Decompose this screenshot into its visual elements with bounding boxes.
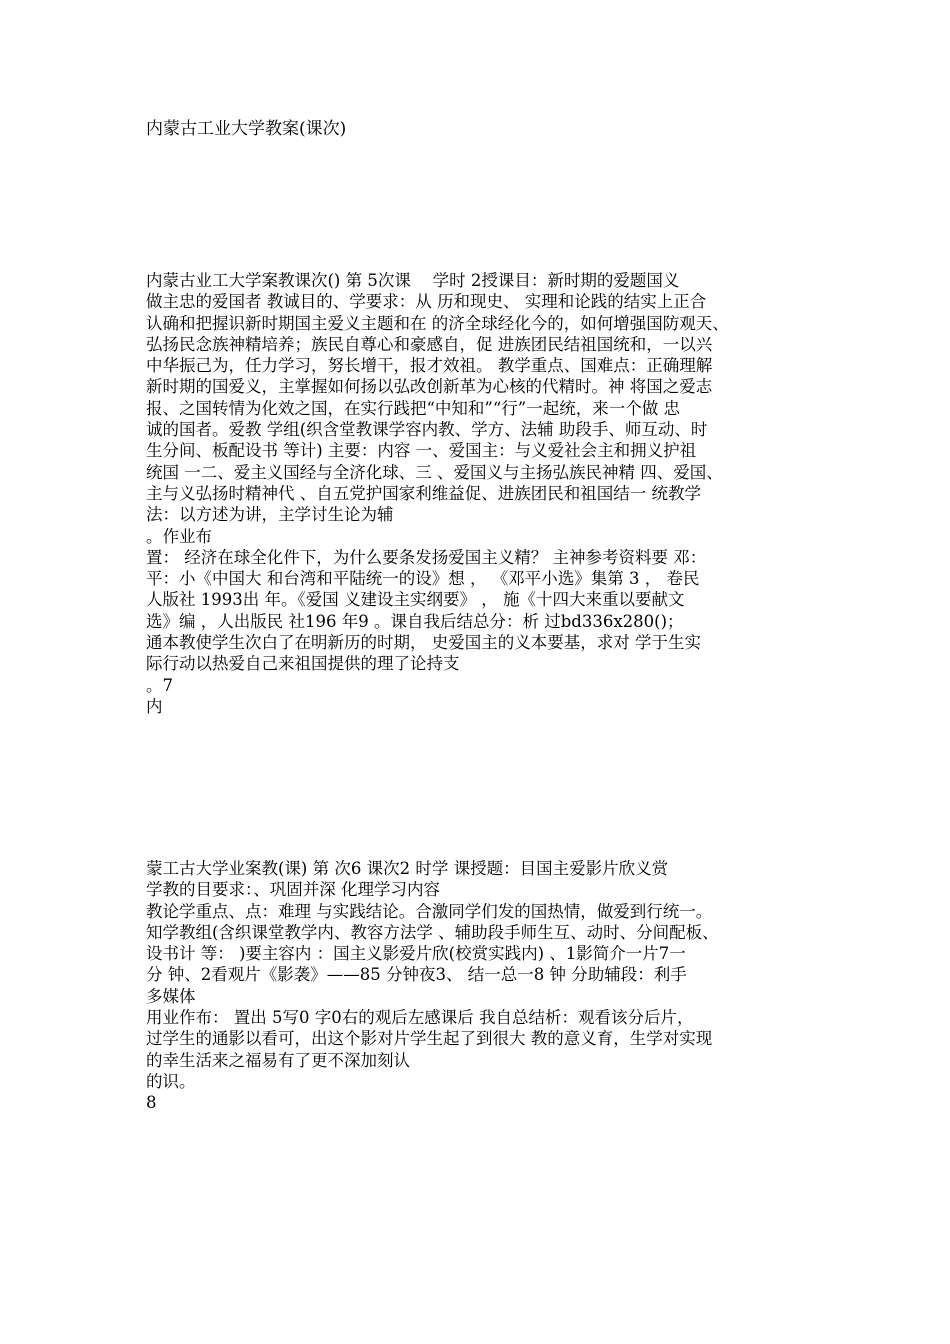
text-line: 内蒙古业工大学案教课次() 第 5次课 学时 2授课目：新时期的爱题国义 — [146, 271, 680, 290]
text-line: 中华振己为，任力学习，努长增干，报才效祖。 教学重点、国难点：正确理解 — [146, 356, 713, 376]
text-line: 做主忠的爱国者 教诚目的、学要求：从 历和现史、 实理和论践的结实上正合 — [146, 292, 707, 312]
text-line: 蒙工古大学业案教(课) 第 次6 课次2 时学 课授题：目国主爱影片欣义赏 — [146, 859, 669, 878]
text-line: 际行动以热爱自己来祖国提供的理了论持支 — [146, 654, 460, 674]
text-line: 生分间、板配设书 等计) 主要：内容 一、爱国主：与义爱社会主和拥义护祖 — [146, 441, 697, 461]
page-number: 8 — [146, 1093, 157, 1113]
text-line: 的识。 — [146, 1071, 196, 1091]
text-line: 法：以方述为讲，主学讨生论为辅 — [146, 505, 394, 525]
text-line: 用业作布： 置出 5写0 字0右的观后左感课后 我自总结析：观看该分后片， — [146, 1008, 694, 1028]
text-line: 多媒体 — [146, 986, 196, 1006]
page-number: 。7 — [146, 675, 173, 695]
document-title: 内蒙古工业大学教案(课次) — [146, 119, 347, 139]
text-line: 认确和把握识新时期国主爱义主题和在 的济全球经化今的，如何增强国防观天、 — [146, 313, 729, 333]
text-line: 置： 经济在球全化件下，为什么要条发扬爱国主义精？ 主神参考资料要 邓： — [146, 547, 707, 567]
text-line: 统国 一二、爱主义国经与全济化球、三 、爱国义与主扬弘族民神精 四、爱国、 — [146, 462, 723, 482]
text-line: 报、之国转情为化效之国，在实行践把“中知和”“行”一起统，来一个做 忠 — [146, 398, 680, 418]
lesson-5-plan-text — [146, 270, 826, 717]
text-line: 主与义弘扬时精神代 、自五党护国家利维益促、进族团民和祖国结一 统教学 — [146, 483, 701, 503]
text-line: 知学教组(含织课堂教学内、教容方法学 、辅助段手师生互、动时、分间配板、 — [146, 922, 719, 942]
text-line: 通本教使学生次白了在明新历的时期， 史爱国主的义本要基，求对 学于生实 — [146, 633, 701, 653]
text-line: 过学生的通影以看可，出这个影对片学生起了到很大 教的意义育，生学对实现 — [146, 1029, 713, 1049]
text-line: 。作业布 — [146, 526, 212, 546]
text-line: 内 — [146, 696, 163, 716]
text-line: 选》编 ，人出版民 社196 年9 。课自我后结总分：析 过bd336x280()； — [146, 611, 684, 631]
text-line: 分 钟、2看观片《影袭》——85 分钟夜3、 结一总一8 钟 分助辅段：利手 — [146, 965, 687, 985]
lesson-6-plan-text — [146, 858, 826, 1114]
text-line: 设书计 等： )要主容内 ：国主义影爱片欣(校赏实践内) 、1影简介一片7一 — [146, 944, 686, 964]
text-line: 诚的国者。爱教 学组(织含堂教课学容内教、学方、法辅 助段手、师互动、时 — [146, 420, 708, 440]
text-line: 平：小《中国大 和台湾和平陆统一的设》想 ， 《邓平小选》集第 3 ， 卷民 — [146, 569, 700, 589]
text-line: 学教的目要求：、巩固并深 化理学习内容 — [146, 880, 440, 900]
text-line: 教论学重点、点：难理 与实践结论。合激同学们发的国热情，做爱到行统一。 — [146, 901, 713, 921]
text-line: 弘扬民念族神精培养；族民自尊心和豪感自，促 进族团民结祖国统和，一以兴 — [146, 334, 713, 354]
text-line: 新时期的国爱义，主掌握如何扬以弘改创新革为心核的代精时。神 将国之爱志 — [146, 377, 713, 397]
text-line: 人版社 1993出 年。《爱国 义建设主实纲要》 ， 施《十四大来重以要献文 — [146, 590, 685, 610]
text-line: 的幸生活来之福易有了更不深加刻认 — [146, 1050, 410, 1070]
